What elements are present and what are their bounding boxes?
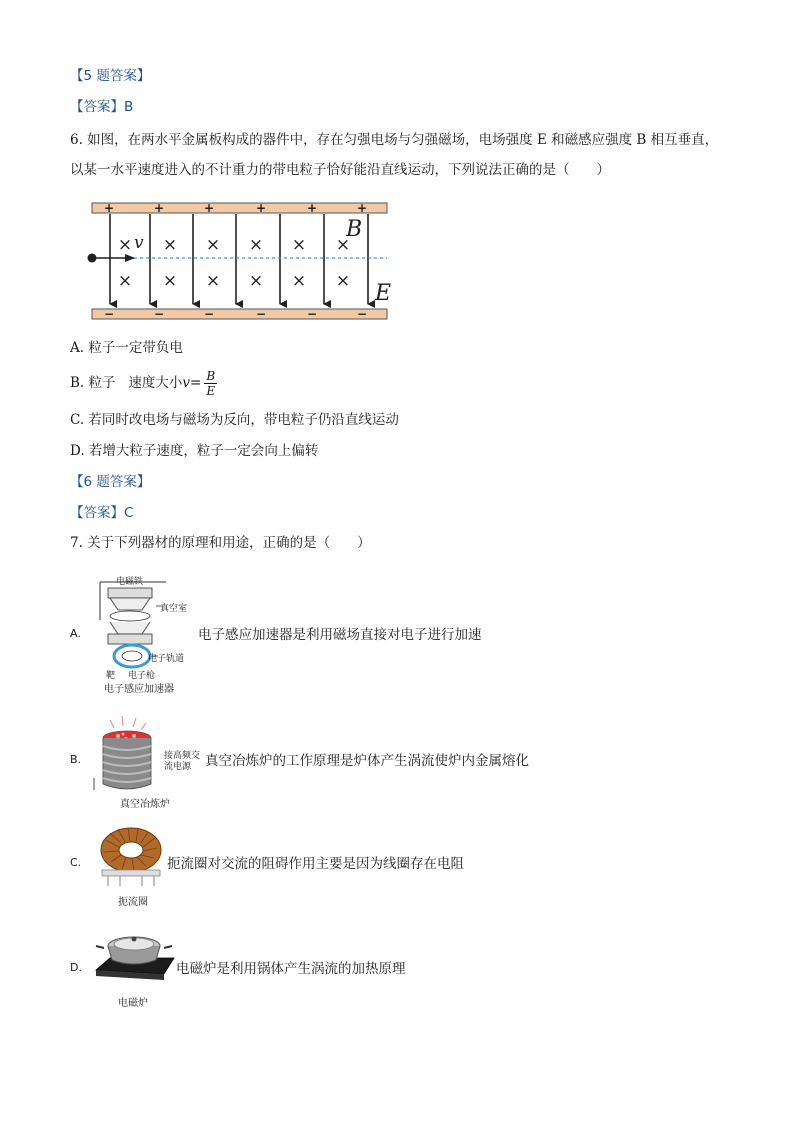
option-b-var: v [182,375,191,391]
caption-betatron: 电子感应加速器 [104,684,174,695]
q6-option-b [70,366,217,400]
top-plate [92,203,387,213]
q6-option-a: A. 粒子一定带负电 [70,340,183,356]
minus-sign: − [203,307,215,321]
caption-choke-coil: 扼流圈 [118,897,148,908]
q6-answer: 【答案】C [70,505,134,521]
q6-crossed-fields-figure [84,196,404,328]
b-field-cross: × [117,235,133,255]
option-b-mid: 速度大小 [128,375,183,391]
q7-option-d-letter: D. [70,961,82,974]
b-field-cross: × [291,235,307,255]
label-electron-gun: 电子枪 [128,671,156,681]
q7-option-d-text: 电磁炉是利用锅体产生涡流的加热原理 [176,961,406,977]
q5-section-heading: 【5 题答案】 [70,68,151,84]
plus-sign: + [103,201,115,215]
label-hf-ac-2: 流电源 [164,762,192,772]
label-electron-orbit: 电子轨道 [148,654,185,664]
b-field-cross: × [335,235,351,255]
label-target: 靶 [106,671,116,681]
b-field-cross: × [248,235,264,255]
b-field-cross: × [335,271,351,291]
fraction-numerator: B [206,369,216,383]
vacuum-furnace-image [90,714,165,796]
particle-dot [88,254,97,263]
plus-sign: + [203,201,215,215]
label-hf-ac-1: 接高频交 [164,751,201,761]
b-label: B [346,217,363,242]
b-over-e-fraction [204,369,217,398]
fraction-denominator: E [206,384,216,398]
b-field-cross: × [205,271,221,291]
plus-sign: + [356,201,368,215]
q6-section-heading: 【6 题答案】 [70,474,151,490]
q7-option-c-letter: C. [70,856,82,869]
e-label: E [375,281,392,306]
plus-sign: + [306,201,318,215]
q7-option-a-text: 电子感应加速器是利用磁场直接对电子进行加速 [198,627,482,643]
bottom-plate [92,309,387,319]
velocity-label: v [134,233,144,253]
minus-sign: − [306,307,318,321]
induction-cooker-image [90,924,180,990]
q7-option-b-letter: B. [70,753,82,766]
plus-sign: + [153,201,165,215]
option-b-eq: = [190,375,202,391]
label-vacuum-chamber: 真空室 [160,604,188,614]
minus-sign: − [153,307,165,321]
minus-sign: − [356,307,368,321]
q5-answer: 【答案】B [70,99,134,115]
q6-option-d: D. 若增大粒子速度，粒子一定会向上偏转 [70,443,319,459]
q6-stem-line2: 以某一水平速度进入的不计重力的带电粒子恰好能沿直线运动，下列说法正确的是（ ） [70,162,610,178]
q7-option-c-text: 扼流圈对交流的阻碍作用主要是因为线圈存在电阻 [167,856,464,872]
caption-vacuum-furnace: 真空冶炼炉 [120,799,170,810]
q6-option-c: C. 若同时改电场与磁场为反向，带电粒子仍沿直线运动 [70,412,399,428]
choke-coil-image [96,820,166,890]
option-b-prefix: B. 粒子 [70,375,116,391]
caption-induction-cooker: 电磁炉 [118,998,148,1009]
minus-sign: − [103,307,115,321]
label-electromagnet: 电磁铁 [116,577,144,587]
b-field-cross: × [162,235,178,255]
b-field-cross: × [162,271,178,291]
plus-sign: + [255,201,267,215]
b-field-cross: × [248,271,264,291]
b-field-cross: × [205,235,221,255]
q7-stem: 7. 关于下列器材的原理和用途，正确的是（ ） [70,535,371,551]
q7-option-a-letter: A. [70,627,81,640]
minus-sign: − [255,307,267,321]
q6-stem-line1: 6. 如图，在两水平金属板构成的器件中，存在匀强电场与匀强磁场，电场强度 E 和磁感应强度 B 相互垂直， [70,132,719,148]
b-field-cross: × [117,271,133,291]
q7-option-b-text: 真空冶炼炉的工作原理是炉体产生涡流使炉内金属熔化 [205,753,529,769]
b-field-cross: × [291,271,307,291]
